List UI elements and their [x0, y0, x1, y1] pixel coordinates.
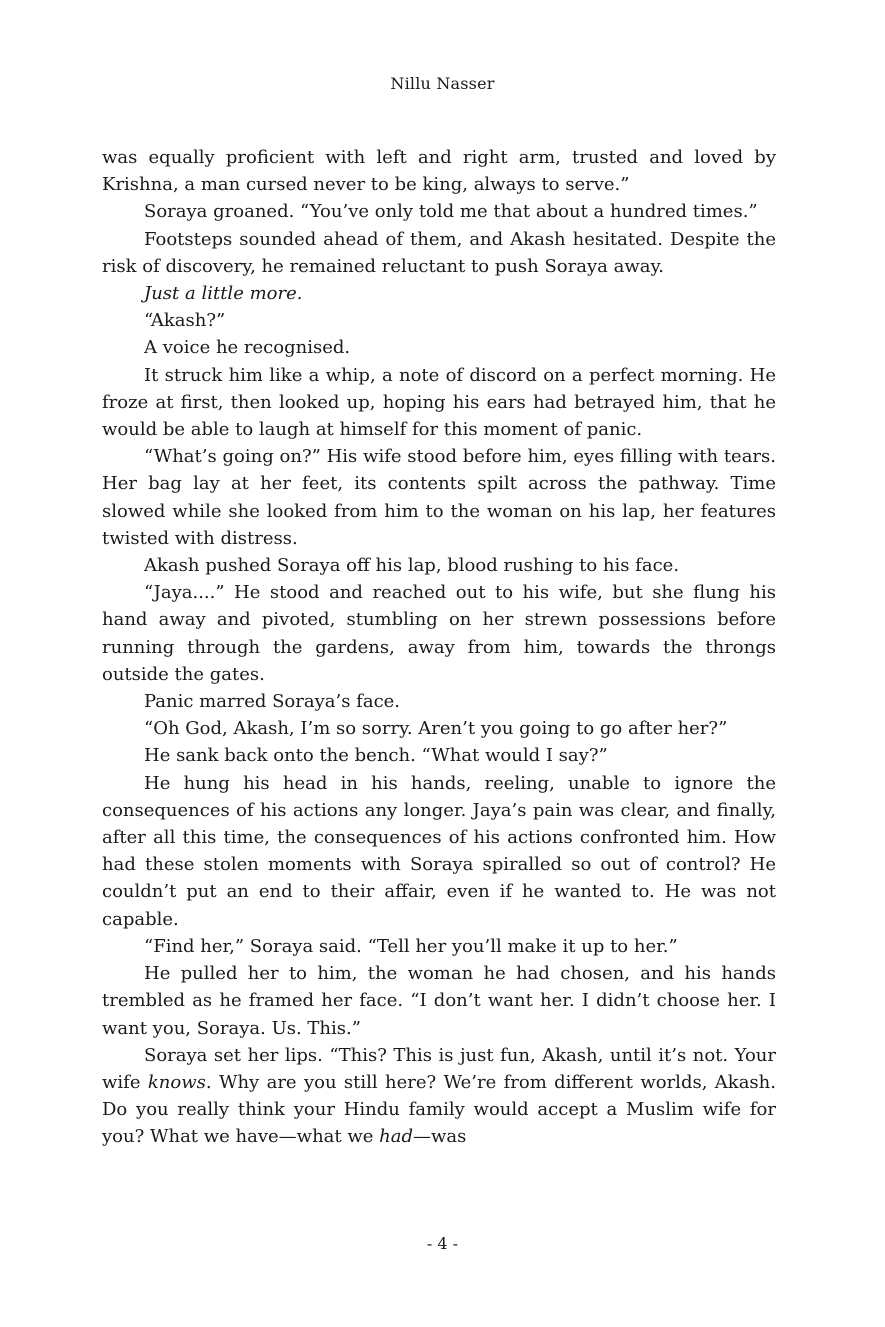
body-text: [102, 144, 776, 1151]
paragraph: Footsteps sounded ahead of them, and Akash hesitated. Despite the risk of discovery, he remained reluctant to push Soraya away.: [102, 228, 776, 277]
page-number: - 4 -: [426, 1234, 459, 1253]
text-run: Soraya set her lips. “This? This is just fun, Akash, until it’s not. Your wife: [102, 1044, 776, 1093]
paragraph: He pulled her to him, the woman he had chosen, and his hands trembled as he framed her face. “I don’t want her. I didn’t choose her. I want you, Soraya. Us. This.”: [102, 963, 776, 1039]
paragraph: He hung his head in his hands, reeling, unable to ignore the consequences of his actions any longer. Jaya’s pain was clear, and finally, after all this time, the consequences of his actions confronted him. How had these stolen moments with Soraya spiralled so out of control? He couldn’t put an end to their affair, even if he wanted to. He was not capable.: [102, 772, 776, 930]
paragraph: A voice he recognised.: [144, 337, 351, 359]
italic-word: knows: [147, 1071, 206, 1093]
paragraph-last: [102, 1042, 776, 1151]
paragraph: was equally proficient with left and right arm, trusted and loved by Krishna, a man cursed never to be king, always to serve.”: [102, 147, 776, 196]
paragraph: “Find her,” Soraya said. “Tell her you’ll make it up to her.”: [144, 935, 678, 957]
text-run: . Why are you still here? We’re from different worlds, Akash. Do you really think your Hindu family would accept a Muslim wife for you? What we have—what we: [102, 1071, 776, 1148]
italic-word: had: [379, 1126, 414, 1148]
paragraph: Akash pushed Soraya off his lap, blood rushing to his face.: [144, 555, 680, 577]
paragraph: “Oh God, Akash, I’m so sorry. Aren’t you going to go after her?”: [144, 718, 728, 740]
paragraph-italic: [102, 280, 776, 307]
paragraph: Panic marred Soraya’s face.: [144, 691, 401, 713]
paragraph: Soraya groaned. “You’ve only told me that about a hundred times.”: [144, 201, 758, 223]
paragraph: “Jaya....” He stood and reached out to his wife, but she flung his hand away and pivoted, stumbling on her strewn possessions before running through the gardens, away from him, towards the throngs outside the gates.: [102, 582, 776, 685]
running-header-author: Nillu Nasser: [390, 74, 495, 93]
paragraph: He sank back onto the bench. “What would I say?”: [144, 745, 608, 767]
paragraph: “What’s going on?” His wife stood before him, eyes filling with tears. Her bag lay at her feet, its contents spilt across the pathway. Time slowed while she looked from him to the woman on his lap, her features twisted with distress.: [102, 446, 776, 549]
text-run: —was: [413, 1126, 467, 1148]
paragraph: It struck him like a whip, a note of discord on a perfect morning. He froze at first, then looked up, hoping his ears had betrayed him, that he would be able to laugh at himself for this moment of panic.: [102, 364, 776, 441]
italic-thought: Just a little more.: [144, 283, 303, 305]
paragraph: “Akash?”: [144, 310, 226, 332]
